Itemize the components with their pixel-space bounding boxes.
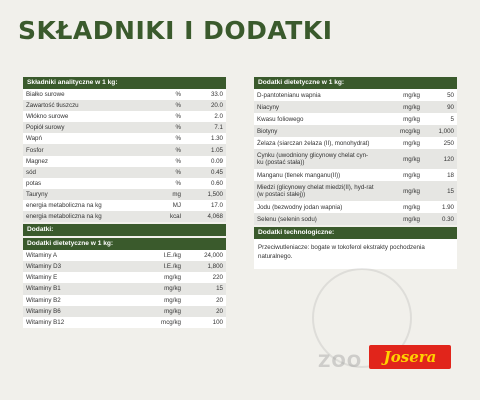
row-value: 1,000 (423, 125, 457, 137)
row-unit: % (146, 100, 184, 111)
row-unit: % (146, 144, 184, 155)
row-name: Manganu (tlenek manganu(II)) (254, 169, 377, 181)
table-row (254, 181, 457, 201)
row-name: Wapń (23, 133, 146, 144)
row-value: 1.30 (184, 133, 226, 144)
row-unit: % (146, 133, 184, 144)
row-name: Żelaza (siarczan żelaza (II), monohydrat) (254, 137, 377, 149)
row-value: 50 (423, 89, 457, 101)
table-row (23, 272, 226, 283)
table-row (23, 261, 226, 272)
row-unit: mg/kg (146, 272, 184, 283)
row-name: Włókno surowe (23, 111, 146, 122)
row-value: 5 (423, 113, 457, 125)
table-row (254, 149, 457, 169)
row-unit: % (146, 89, 184, 100)
row-unit: mg/kg (377, 181, 423, 201)
table-row (23, 167, 226, 178)
row-name: Niacyny (254, 101, 377, 113)
table-row (254, 125, 457, 137)
row-value: 0.09 (184, 156, 226, 167)
table-row (23, 295, 226, 306)
row-unit: mg/kg (377, 213, 423, 225)
table-row (23, 211, 226, 222)
row-unit: mg/kg (377, 169, 423, 181)
technological-header: Dodatki technologiczne: (254, 227, 457, 239)
row-unit: mg/kg (146, 295, 184, 306)
dietary-right-table (254, 89, 457, 225)
row-unit: % (146, 156, 184, 167)
row-unit: kcal (146, 211, 184, 222)
row-value: 90 (423, 101, 457, 113)
row-value: 1.05 (184, 144, 226, 155)
table-row (23, 122, 226, 133)
row-name: Biotyny (254, 125, 377, 137)
row-name: energia metaboliczna na kg (23, 200, 146, 211)
row-name: Magnez (23, 156, 146, 167)
table-row (23, 283, 226, 294)
row-name: Witaminy B6 (23, 306, 146, 317)
row-name: Cynku (uwodniony glicynowy chelat cyn-ku (postać stała)) (254, 149, 377, 169)
table-row (254, 201, 457, 213)
row-unit: I.E./kg (146, 261, 184, 272)
row-unit: mg/kg (377, 113, 423, 125)
row-value: 24,000 (184, 250, 226, 261)
row-unit: mg/kg (146, 306, 184, 317)
row-unit: mcg/kg (146, 317, 184, 328)
technological-text: Przeciwutleniacze: bogate w tokoferol ekstrakty pochodzenia naturalnego. (254, 239, 457, 269)
table-row (23, 178, 226, 189)
table-row (254, 89, 457, 101)
row-unit: % (146, 167, 184, 178)
additives-header: Dodatki: (23, 224, 226, 236)
row-name: Kwasu foliowego (254, 113, 377, 125)
row-value: 1,500 (184, 189, 226, 200)
table-row (23, 111, 226, 122)
table-row (23, 189, 226, 200)
row-name: Selenu (selenin sodu) (254, 213, 377, 225)
row-unit: mg/kg (377, 89, 423, 101)
row-unit: mg/kg (377, 201, 423, 213)
row-unit: mg/kg (146, 283, 184, 294)
row-name: Jodu (bezwodny jodan wapnia) (254, 201, 377, 213)
row-value: 7.1 (184, 122, 226, 133)
table-row (23, 144, 226, 155)
table-row (23, 156, 226, 167)
row-value: 4,068 (184, 211, 226, 222)
row-unit: mg/kg (377, 101, 423, 113)
row-value: 1.90 (423, 201, 457, 213)
row-value: 20 (184, 306, 226, 317)
row-unit: % (146, 178, 184, 189)
row-value: 1,800 (184, 261, 226, 272)
row-value: 33.0 (184, 89, 226, 100)
table-row (23, 133, 226, 144)
dietary-left-header: Dodatki dietetyczne w 1 kg: (23, 238, 226, 250)
left-column (23, 77, 226, 328)
table-row (23, 100, 226, 111)
table-row (254, 137, 457, 149)
table-row (23, 306, 226, 317)
dietary-right-header: Dodatki dietetyczne w 1 kg: (254, 77, 457, 89)
row-unit: % (146, 111, 184, 122)
row-value: 17.0 (184, 200, 226, 211)
row-name: Miedzi (glicynowy chelat miedzi(II), hyd-rat (w postaci stałej)) (254, 181, 377, 201)
row-value: 250 (423, 137, 457, 149)
analytical-table (23, 89, 226, 222)
table-row (23, 89, 226, 100)
row-name: Popiół surowy (23, 122, 146, 133)
row-name: Witaminy B2 (23, 295, 146, 306)
josera-logo: Josera (369, 345, 451, 369)
row-name: Witaminy B12 (23, 317, 146, 328)
row-name: Witaminy E (23, 272, 146, 283)
table-row (254, 101, 457, 113)
row-name: Tauryny (23, 189, 146, 200)
row-unit: mg (146, 189, 184, 200)
row-unit: mcg/kg (377, 125, 423, 137)
row-value: 100 (184, 317, 226, 328)
table-row (23, 250, 226, 261)
table-row (254, 213, 457, 225)
row-value: 0.60 (184, 178, 226, 189)
row-name: Fosfor (23, 144, 146, 155)
row-value: 120 (423, 149, 457, 169)
row-unit: I.E./kg (146, 250, 184, 261)
row-name: Witaminy D3 (23, 261, 146, 272)
row-name: Witaminy B1 (23, 283, 146, 294)
row-value: 15 (423, 181, 457, 201)
dietary-left-table (23, 250, 226, 328)
row-value: 0.30 (423, 213, 457, 225)
row-name: Zawartość tłuszczu (23, 100, 146, 111)
row-unit: mg/kg (377, 149, 423, 169)
row-name: energia metaboliczna na kg (23, 211, 146, 222)
row-value: 20.0 (184, 100, 226, 111)
analytical-header: Składniki analityczne w 1 kg: (23, 77, 226, 89)
row-name: Witaminy A (23, 250, 146, 261)
row-value: 15 (184, 283, 226, 294)
row-name: D-pantotenianu wapnia (254, 89, 377, 101)
row-value: 18 (423, 169, 457, 181)
row-name: potas (23, 178, 146, 189)
row-name: Białko surowe (23, 89, 146, 100)
row-unit: mg/kg (377, 137, 423, 149)
row-value: 2.0 (184, 111, 226, 122)
right-column (254, 77, 457, 269)
row-value: 20 (184, 295, 226, 306)
row-unit: % (146, 122, 184, 133)
row-value: 0.45 (184, 167, 226, 178)
table-row (254, 169, 457, 181)
page-title: SKŁADNIKI I DODATKI (18, 16, 333, 45)
table-row (254, 113, 457, 125)
watermark-text: ZOO (318, 352, 363, 372)
table-row (23, 317, 226, 328)
table-row (23, 200, 226, 211)
row-unit: MJ (146, 200, 184, 211)
row-value: 220 (184, 272, 226, 283)
row-name: sód (23, 167, 146, 178)
